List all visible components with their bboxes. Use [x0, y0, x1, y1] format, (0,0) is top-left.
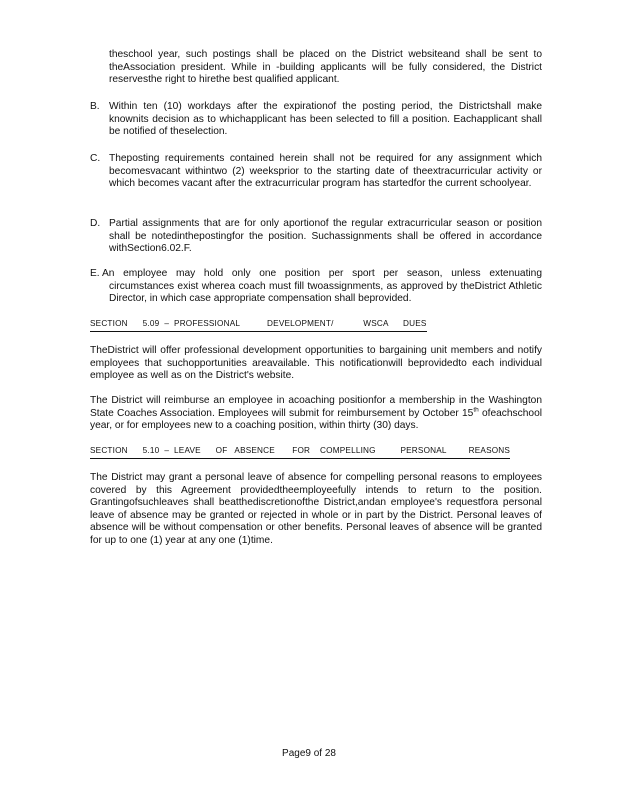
section-5-09-paragraph-2 — [90, 395, 542, 433]
item-letter: E. — [90, 268, 100, 279]
list-item-b — [90, 101, 542, 139]
list-item-c — [90, 153, 542, 191]
page-footer: Page9 of 28 — [282, 748, 336, 759]
intro-continuation: theschool year, such postings shall be placed on the District websiteand shall be sent to theAssociation president. While in -building applicants will be fully considered, the District reservesthe right to hirethe best qualified applicant. — [109, 49, 542, 86]
item-letter: C. — [90, 153, 101, 164]
item-letter: B. — [90, 101, 100, 112]
list-item-e — [90, 268, 542, 306]
section-heading-5-09: SECTION 5.09 – PROFESSIONAL DEVELOPMENT/ WSCA DUES — [90, 318, 427, 332]
section-5-10-paragraph: The District may grant a personal leave of absence for compelling personal reasons to employees covered by this Agreement providedtheemployeefully intends to return to the position. Grantingofsuchleaves shall beatthediscretionofthe District,andan employee's requestfora personal leave of absence may be granted or rejected in whole or in part by the District. Personal leaves of absence will be without compensation or other benefits. Personal leaves of absence will be granted for up to one (1) year at any one (1)time. — [90, 472, 542, 546]
item-letter: D. — [90, 218, 101, 229]
paragraph-text: The District will reimburse an employee in acoaching positionfor a membership in the Washington State Coaches Association. Employees will submit for reimbursement by October 15 — [90, 395, 542, 419]
item-text-first-line: An employee may hold only one position per sport per season, unless extenuating — [102, 268, 542, 279]
item-text: Partial assignments that are for only aportionof the regular extracurricular season or position shall be notedinthepostingfor the position. Suchassignments shall be offered in accordance withSection6.02.F. — [109, 218, 542, 255]
list-item-d — [90, 218, 542, 256]
section-5-09-paragraph-1: TheDistrict will offer professional development opportunities to bargaining unit members and notify employees that suchopportunities areavailable. This notificationwill beprovidedto each individual employee as well as on the District's website. — [90, 345, 542, 382]
item-text: Within ten (10) workdays after the expirationof the posting period, the Districtshall make knownits decision as to whichapplicant has been selected to fill a position. Eachapplicant shall be notified of theselection. — [109, 101, 542, 138]
item-text: Theposting requirements contained herein shall not be required for any assignment which becomesvacant withintwo (2) weeksprior to the starting date of theextracurricular activity or which becomes vacant after the extracurricular program has startedfor the current schoolyear. — [109, 153, 542, 190]
section-heading-5-10: SECTION 5.10 – LEAVE OF ABSENCE FOR COMPELLING PERSONAL REASONS — [90, 445, 510, 459]
item-text-rest: circumstances exist wherea coach must fill twoassignments, as approved by theDistrict Athletic Director, in which case appropriate compensation shall beprovided. — [109, 280, 542, 305]
ordinal-suffix: th — [473, 406, 479, 414]
paragraph-text-end: ofeachschool year, or for employees new to a coaching position, within thirty (30) days. — [90, 407, 542, 432]
